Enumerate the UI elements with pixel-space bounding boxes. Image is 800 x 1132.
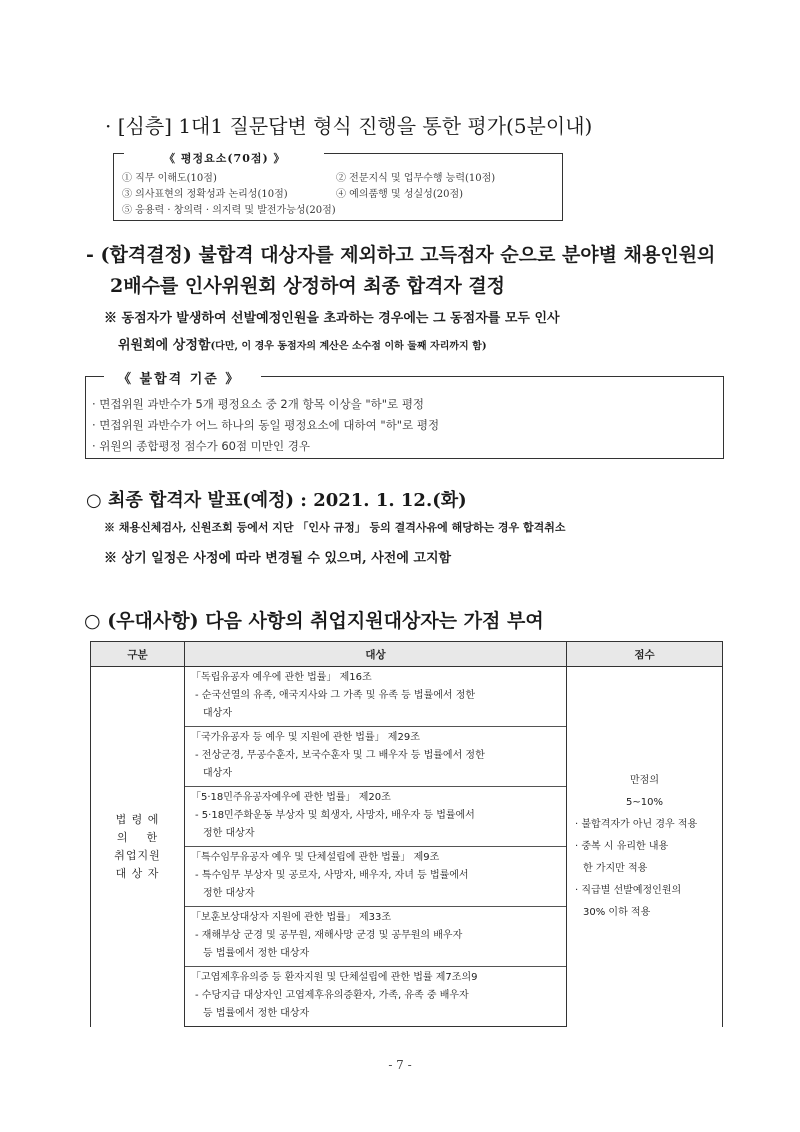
- law-title: 「국가유공자 등 예우 및 지원에 관한 법률」 제29조: [191, 732, 420, 743]
- tie-rule-line: ※ 동점자가 발생하여 선발예정인원을 초과하는 경우에는 그 동점자를 모두 인사: [104, 311, 560, 326]
- fail-criteria-item: · 면접위원 과반수가 5개 평정요소 중 2개 항목 이상을 "하"로 평정: [92, 397, 425, 411]
- score-cell: [567, 667, 723, 1027]
- law-desc: - 특수임무 부상자 및 공로자, 사망자, 배우자, 자녀 등 법률에서: [195, 870, 469, 881]
- score-bullet: · 중복 시 유리한 내용: [575, 840, 669, 852]
- law-cell: [185, 907, 567, 967]
- law-cell: [185, 967, 567, 1027]
- law-desc: - 수당지급 대상자인 고엽제후유의증환자, 가족, 유족 중 배우자: [195, 990, 469, 1001]
- score-line: 5~10%: [626, 796, 663, 808]
- law-desc: - 순국선열의 유족, 애국지사와 그 가족 및 유족 등 법률에서 정한: [195, 690, 476, 701]
- pass-decision-line: 2배수를 인사위원회 상정하여 최종 합격자 결정: [110, 275, 506, 297]
- criteria-item: ⑤ 응용력 · 창의력 · 의지력 및 발전가능성(20점): [122, 205, 336, 216]
- header-target: 대상: [185, 642, 567, 667]
- score-bullet: 한 가지만 적용: [583, 862, 648, 874]
- category-line: 법 령 에: [115, 812, 160, 826]
- tie-rule-line: [118, 334, 487, 353]
- fail-criteria-title: 《 불합격 기준 》: [112, 368, 246, 387]
- law-desc: 등 법률에서 정한 대상자: [203, 1008, 310, 1019]
- criteria-item: ② 전문지식 및 업무수행 능력(10점): [336, 173, 496, 184]
- preference-table: [90, 641, 723, 1027]
- law-desc: - 5·18민주화운동 부상자 및 희생자, 사망자, 배우자 등 법률에서: [195, 810, 475, 821]
- law-desc: 정한 대상자: [203, 888, 255, 899]
- criteria-item: ④ 예의품행 및 성실성(20점): [336, 189, 464, 200]
- fail-criteria-item: · 면접위원 과반수가 어느 하나의 동일 평정요소에 대하여 "하"로 평정: [92, 418, 440, 432]
- law-desc: 대상자: [203, 708, 232, 719]
- law-title: 「특수임무유공자 예우 및 단체설립에 관한 법률」 제9조: [191, 852, 440, 863]
- schedule-note: ※ 상기 일정은 사정에 따라 변경될 수 있으며, 사전에 고지함: [104, 551, 452, 566]
- interview-heading: · [심층] 1대1 질문답변 형식 진행을 통한 평가(5분이내): [105, 114, 593, 138]
- criteria-title: 《 평정요소(70점) 》: [160, 150, 290, 166]
- law-cell: [185, 727, 567, 787]
- law-desc: - 전상군경, 무공수훈자, 보국수훈자 및 그 배우자 등 법률에서 정한: [195, 750, 485, 761]
- law-title: 「보훈보상대상자 지원에 관한 법률」 제33조: [191, 912, 391, 923]
- criteria-item: ① 직무 이해도(10점): [122, 173, 217, 184]
- law-desc: 등 법률에서 정한 대상자: [203, 948, 310, 959]
- score-line: 만점의: [630, 774, 659, 786]
- table-row: [91, 667, 723, 727]
- header-score: 점수: [567, 642, 723, 667]
- category-line: 대 상 자: [115, 866, 160, 880]
- final-announcement: ○ 최종 합격자 발표(예정) : 2021. 1. 12.(화): [86, 490, 467, 511]
- category-line: 의 한: [116, 830, 159, 844]
- score-bullet: 30% 이하 적용: [583, 906, 651, 918]
- law-title: 「독립유공자 예우에 관한 법률」 제16조: [191, 672, 372, 683]
- law-desc: 정한 대상자: [203, 828, 255, 839]
- category-cell: [91, 667, 185, 1027]
- law-cell: [185, 847, 567, 907]
- preference-heading: ○ (우대사항) 다음 사항의 취업지원대상자는 가점 부여: [84, 610, 544, 632]
- tie-rule-note: (다만, 이 경우 동점자의 계산은 소수점 이하 둘째 자리까지 함): [210, 341, 487, 352]
- pass-decision-line: - (합격결정) 불합격 대상자를 제외하고 고득점자 순으로 분야별 채용인원의: [86, 244, 716, 266]
- law-title: 「고엽제후유의증 등 환자지원 및 단체설립에 관한 법률 제7조의9: [191, 972, 478, 983]
- law-cell: [185, 787, 567, 847]
- law-title: 「5·18민주유공자예우에 관한 법률」 제20조: [191, 792, 391, 803]
- law-desc: 대상자: [203, 768, 232, 779]
- fail-criteria-item: · 위원의 종합평정 점수가 60점 미만인 경우: [92, 439, 310, 453]
- page-number: - 7 -: [388, 1058, 412, 1072]
- category-line: 취업지원: [114, 848, 161, 862]
- law-desc: - 재해부상 군경 및 공무원, 재해사망 군경 및 공무원의 배우자: [195, 930, 463, 941]
- law-cell: [185, 667, 567, 727]
- disqualification-note: ※ 채용신체검사, 신원조회 등에서 지단 「인사 규정」 등의 결격사유에 해당하는 경우 합격취소: [104, 521, 566, 534]
- score-bullet: · 직급별 선발예정인원의: [575, 884, 682, 896]
- tie-rule-text: 위원회에 상정함: [118, 338, 211, 353]
- criteria-item: ③ 의사표현의 정확성과 논리성(10점): [122, 189, 288, 200]
- score-bullet: · 불합격자가 아닌 경우 적용: [575, 818, 698, 830]
- table-header-row: [91, 642, 723, 667]
- header-category: 구분: [91, 642, 185, 667]
